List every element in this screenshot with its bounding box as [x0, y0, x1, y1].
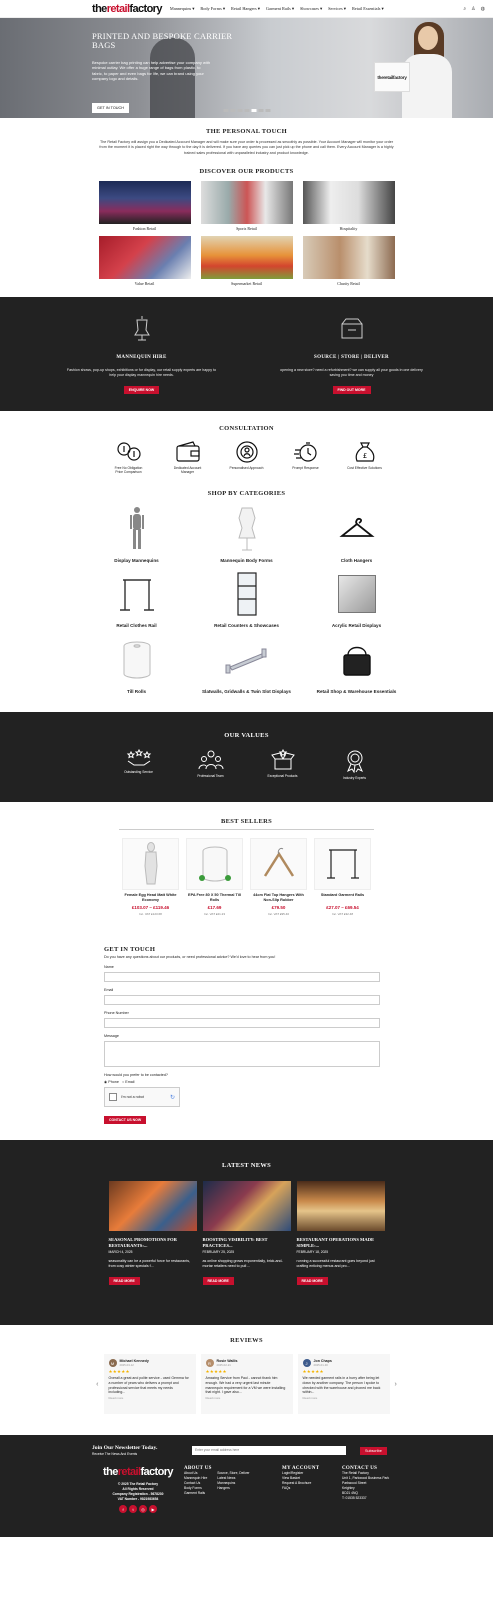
email-input[interactable]: [104, 995, 380, 1005]
bestseller-card[interactable]: EPA Free 80 X 50 Thermal Till Rolls £17.69 Inc. VAT £21.23: [186, 838, 243, 916]
rating-stars: ★★★★★: [302, 1369, 324, 1375]
category-acrylic-displays[interactable]: Acrylic Retail Displays: [302, 570, 412, 629]
phone-label: Phone Number: [104, 1011, 129, 1016]
contact-title: GET IN TOUCH: [104, 946, 156, 954]
category-cloth-hangers[interactable]: Cloth Hangers: [302, 505, 412, 564]
footer-contact: CONTACT US The Retail Factory Unit 1, Parkwood Business Park Parkwood Street Keighley BD21 4NQ T: 01535 523337: [342, 1466, 440, 1513]
site-logo[interactable]: theretailfactory: [92, 2, 162, 15]
review-card: M Michael Kennedy 2025-03-12 ★★★★★ Overall a great and polite service - used Gemma for a number of years who delivers a prompt and professional service that meets my needs including... Read more: [104, 1354, 196, 1414]
value-retail-image: [99, 236, 191, 279]
chevron-right-icon[interactable]: ›: [394, 1380, 397, 1388]
consult-item-prompt: Prompt Response: [288, 440, 323, 474]
news-title: LATEST NEWS: [221, 1162, 272, 1170]
category-display-mannequins[interactable]: Display Mannequins: [82, 505, 192, 564]
showcase-image: [192, 570, 302, 618]
categories-title: SHOP BY CATEGORIES: [207, 489, 286, 497]
message-textarea[interactable]: [104, 1041, 380, 1067]
sports-retail-image: [201, 181, 293, 224]
footer-link[interactable]: Hangers: [217, 1486, 230, 1491]
search-icon[interactable]: ⌕: [463, 5, 467, 12]
email-label: Email: [104, 988, 114, 993]
phone-radio[interactable]: ◉ Phone: [104, 1080, 119, 1085]
svg-text:£: £: [362, 451, 367, 460]
product-card-charity[interactable]: Charity Retail: [303, 236, 395, 287]
avatar: M: [109, 1359, 117, 1367]
footer-link[interactable]: Mannequins: [217, 1481, 236, 1486]
acrylic-display-image: [302, 570, 412, 618]
till-roll-image: [82, 636, 192, 684]
category-shop-essentials[interactable]: Retail Shop & Warehouse Essentials: [302, 636, 412, 695]
basket-image: [302, 636, 412, 684]
footer-link[interactable]: FAQs: [282, 1486, 291, 1491]
chevron-left-icon[interactable]: ‹: [96, 1380, 99, 1388]
source-store-deliver-title: SOURCE | STORE | DELIVER: [314, 354, 389, 360]
hero-text: Bespoke carrier bag printing can help advertise your company with minimal outlay. We offer a huge range of bags from plastic, to fabric, to paper and even bags for life, we can brand using your company logo and details.: [92, 60, 211, 81]
open-box-icon: [270, 749, 296, 771]
product-card-sports[interactable]: Sports Retail: [201, 181, 293, 232]
footer-phone[interactable]: T: 01535 523337: [342, 1496, 367, 1501]
newsletter-title: Join Our Newsletter Today.: [92, 1445, 158, 1452]
intro-title: THE PERSONAL TOUCH: [205, 128, 287, 135]
news-card[interactable]: SEASONAL PROMOTIONS FOR RESTAURANTS:... MARCH 4, 2025 seasonality can be a powerful force for restaurants, from cosy winter specials f... READ MORE: [109, 1181, 197, 1284]
product-card-supermarket[interactable]: Supermarket Retail: [201, 236, 293, 287]
supermarket-retail-image: [201, 236, 293, 279]
clothes-rail-image: [82, 570, 192, 618]
services-section: [0, 297, 493, 411]
footer-logo[interactable]: theretailfactory: [103, 1466, 173, 1479]
name-label: Name: [104, 965, 114, 970]
facebook-icon[interactable]: f: [119, 1505, 127, 1513]
main-nav: [170, 6, 459, 12]
news-image: [109, 1181, 197, 1231]
nav-item-mannequins[interactable]: Mannequins ▾: [169, 5, 195, 11]
footer-link[interactable]: Latest News: [217, 1476, 236, 1481]
news-card[interactable]: RESTAURANT OPERATIONS MADE SIMPLE:... FEBRUARY 18, 2025 running a successful restaurant goes beyond just crafting enticing menus and pro... READ MORE: [297, 1181, 385, 1284]
products-title: DISCOVER OUR PRODUCTS: [199, 167, 294, 175]
contact-form: [0, 946, 493, 1124]
avatar: R: [206, 1359, 214, 1367]
cart-icon[interactable]: ◍: [480, 5, 485, 12]
newsletter: [0, 1435, 493, 1456]
source-store-deliver-text: opening a new store? need a refurbishment? we can supply all your goods in one delivery saving you time and money: [280, 367, 423, 377]
news-image: [297, 1181, 385, 1231]
bestseller-card[interactable]: Female Egg Head Matt White Economy £103.07 – £119.46 Inc. VAT £123.68: [122, 838, 179, 916]
consultation-title: CONSULTATION: [219, 424, 274, 432]
product-card-value[interactable]: Value Retail: [99, 236, 191, 287]
rating-stars: ★★★★★: [205, 1369, 227, 1375]
value-outstanding-service: Outstanding Service: [123, 749, 155, 780]
charity-retail-image: [303, 236, 395, 279]
read-more-link[interactable]: Read more: [205, 1395, 221, 1400]
footer-link[interactable]: Login/Register: [282, 1471, 304, 1476]
mannequin-icon: [67, 315, 217, 341]
hero-title: PRINTED AND BESPOKE CARRIER BAGS: [92, 31, 233, 50]
user-icon[interactable]: ♙: [471, 5, 476, 12]
money-bag-icon: [347, 440, 382, 464]
recaptcha-icon: ↻: [169, 1094, 175, 1101]
instagram-icon[interactable]: ◎: [139, 1505, 147, 1513]
message-label: Message: [104, 1034, 119, 1039]
read-more-button[interactable]: READ MORE: [203, 1277, 234, 1285]
newsletter-subtitle: Receive The News And Events: [92, 1452, 138, 1457]
hanger-image: [302, 505, 412, 553]
newsletter-email-input[interactable]: Enter your email address here: [192, 1446, 346, 1455]
footer-link[interactable]: Contact Us: [184, 1481, 201, 1486]
fashion-retail-image: [99, 181, 191, 224]
subscribe-button[interactable]: Subscribe: [360, 1447, 387, 1455]
reviews-title: REVIEWS: [230, 1337, 263, 1345]
nav-item-services[interactable]: Services ▾: [328, 5, 346, 11]
wooden-hanger-image: [250, 838, 307, 890]
footer-link[interactable]: Request A Brochure: [282, 1481, 312, 1486]
nav-item-garment-rails[interactable]: Garment Rails ▾: [265, 5, 295, 11]
read-more-button[interactable]: READ MORE: [297, 1277, 328, 1285]
news-image: [203, 1181, 291, 1231]
box-icon: [277, 315, 427, 341]
bestsellers-title: BEST SELLERS: [221, 818, 272, 826]
consult-item-price: Free No Obligation Price Comparison: [111, 440, 146, 474]
email-radio[interactable]: ○ Email: [122, 1080, 135, 1085]
footer-link[interactable]: Source, Store, Deliver: [217, 1471, 250, 1476]
bestseller-card[interactable]: 44cm Flat Top Hangers With Non-Slip Rubber £79.50 Inc. VAT £95.40: [250, 838, 307, 916]
nav-item-retail-hangers[interactable]: Retail Hangers ▾: [230, 5, 260, 11]
value-exceptional-products: Exceptional Products: [267, 749, 299, 780]
nav-item-showcases[interactable]: Showcases ▾: [300, 5, 323, 11]
review-card: R Rosie Wallis 2025-02-21 ★★★★★ Amazing Service from Paul - cannot thank him enough. We had a very urgent last minute mannequin requirement for a VM we were installing that night. I gave also... Read more: [201, 1354, 293, 1414]
hospitality-image: [303, 181, 395, 224]
stars-hands-icon: [126, 749, 152, 767]
enquire-now-button[interactable]: ENQUIRE NOW: [124, 386, 159, 394]
contact-submit-button[interactable]: CONTACT US NOW: [104, 1116, 146, 1124]
value-industry-experts: Industry Experts: [339, 749, 371, 780]
bestseller-card[interactable]: Standard Garment Rails £27.07 – £69.54 Inc. VAT £32.48: [314, 838, 371, 916]
wallet-icon: [170, 440, 205, 464]
category-slatwalls[interactable]: Slatwalls, Gridwalls & Twin Slot Displays: [192, 636, 302, 695]
review-card: J Jon Chaps 2025-01-30 ★★★★★ We needed garment rails in a hurry after being let down by another company. The person I spoke to checked with the warehouse and phoned me back within... Read more: [298, 1354, 390, 1414]
values-title: OUR VALUES: [224, 732, 269, 740]
name-input[interactable]: [104, 972, 380, 982]
footer-link[interactable]: About Us: [184, 1471, 198, 1476]
site-header: [0, 0, 493, 18]
mannequin-hire-text: Fashion shows, pop-up shops, exhibitions or for display, our retail supply experts are happy to help your display mannequin hire needs.: [66, 367, 217, 377]
read-more-button[interactable]: READ MORE: [109, 1277, 140, 1285]
footer-link[interactable]: Body Forms: [184, 1486, 202, 1491]
team-icon: [198, 749, 224, 771]
coins-icon: [111, 440, 146, 464]
recaptcha-checkbox[interactable]: [109, 1093, 117, 1101]
hero-bag-label: theretailfactory: [374, 62, 410, 92]
news-card[interactable]: BOOSTING VISIBILITY: BEST PRACTICES... FEBRUARY 25, 2025 as online shopping grows exponentially, brick-and-mortar retailers need to pull ... READ MORE: [203, 1181, 291, 1284]
nav-item-retail-essentials[interactable]: Retail Essentials ▾: [351, 5, 384, 11]
footer-about: ABOUT US About Us Mannequin Hire Contact Us Body Forms Garment Rails Source, Store, Deliver Latest News Mannequins Hangers: [184, 1466, 250, 1496]
consult-item-account-manager: Dedicated Account Manager: [170, 440, 205, 474]
body-form-image: [192, 505, 302, 553]
phone-input[interactable]: [104, 1018, 380, 1028]
footer-link[interactable]: Garment Rails: [184, 1491, 206, 1496]
recaptcha-widget[interactable]: I'm not a robot ↻: [104, 1087, 180, 1107]
footer-link[interactable]: View Basket: [282, 1476, 301, 1481]
consult-item-cost: £ Cost Effective Solutions: [347, 440, 382, 474]
hero-slider-dots[interactable]: [223, 109, 270, 112]
category-clothes-rail[interactable]: Retail Clothes Rail: [82, 570, 192, 629]
category-counters-showcases[interactable]: Retail Counters & Showcases: [192, 570, 302, 629]
avatar: J: [303, 1359, 311, 1367]
mannequin-hire-title: MANNEQUIN HIRE: [116, 354, 167, 360]
find-out-more-button[interactable]: FIND OUT MORE: [333, 386, 371, 394]
read-more-link[interactable]: Read more: [108, 1395, 124, 1400]
hero-banner: [0, 18, 493, 118]
twitter-icon[interactable]: t: [129, 1505, 137, 1513]
garment-rail-image: [314, 838, 371, 890]
person-target-icon: [229, 440, 264, 464]
footer-account: MY ACCOUNT Login/Register View Basket Request A Brochure FAQs: [282, 1466, 342, 1513]
category-till-rolls[interactable]: Till Rolls: [82, 636, 192, 695]
slatwall-image: [192, 636, 302, 684]
read-more-link[interactable]: Read more: [302, 1395, 318, 1400]
youtube-icon[interactable]: ▶: [149, 1505, 157, 1513]
nav-item-body-forms[interactable]: Body Forms ▾: [200, 5, 225, 11]
news-section: [0, 1140, 493, 1325]
mannequin-image: [82, 505, 192, 553]
footer-link[interactable]: Mannequin Hire: [184, 1476, 208, 1481]
egg-head-mannequin-image: [122, 838, 179, 890]
hero-cta-button[interactable]: GET IN TOUCH: [92, 103, 129, 113]
intro-text: The Retail Factory will assign you a Dedicated Account Manager and will make sure your order is processed as smoothly as possible. Your Account Manager will monitor your order from the moment it is placed right the way through to the day it is delivered. If you have any queries you can just pick up the phone and call them. Every Account Manager is a highly trained sales professional with unparalleled industry and product knowledge.: [99, 140, 394, 155]
product-card-hospitality[interactable]: Hospitality: [303, 181, 395, 232]
contact-preference-label: How would you prefer to be contacted?: [104, 1073, 168, 1078]
contact-description: Do you have any questions about our products, or need professional advice? We'd love to hear from you!: [104, 955, 276, 960]
thermal-till-roll-image: [186, 838, 243, 890]
category-body-forms[interactable]: Mannequin Body Forms: [192, 505, 302, 564]
value-professional-team: Professional Team: [195, 749, 227, 780]
site-footer: Join Our Newsletter Today. Receive The News And Events Enter your email address here Subscribe theretailfactory © 2025 The Retail Factory All Rights Reserved Company Registration - 5678230 VAT Number - 9821983654 f t ◎ ▶ ABOUT US About Us Mannequin Hire Contact Us Body Forms Garment Rails Source, Store, Deliver Latest News Mannequins Hangers MY ACCOUNT Login/Register View Basket Request A Brochure FAQs CONTACT US The Retail Factory Unit 1, Parkwood Business Park Parkwood Street Keighley BD21 4NQ T: 01535 523337: [0, 1435, 493, 1537]
stopwatch-icon: [288, 440, 323, 464]
hero-model-image: [377, 24, 475, 118]
award-badge-icon: [342, 749, 368, 773]
values-section: [0, 712, 493, 802]
product-card-fashion[interactable]: Fashion Retail: [99, 181, 191, 232]
consult-item-personalised: Personalised Approach: [229, 440, 264, 474]
rating-stars: ★★★★★: [108, 1369, 130, 1375]
